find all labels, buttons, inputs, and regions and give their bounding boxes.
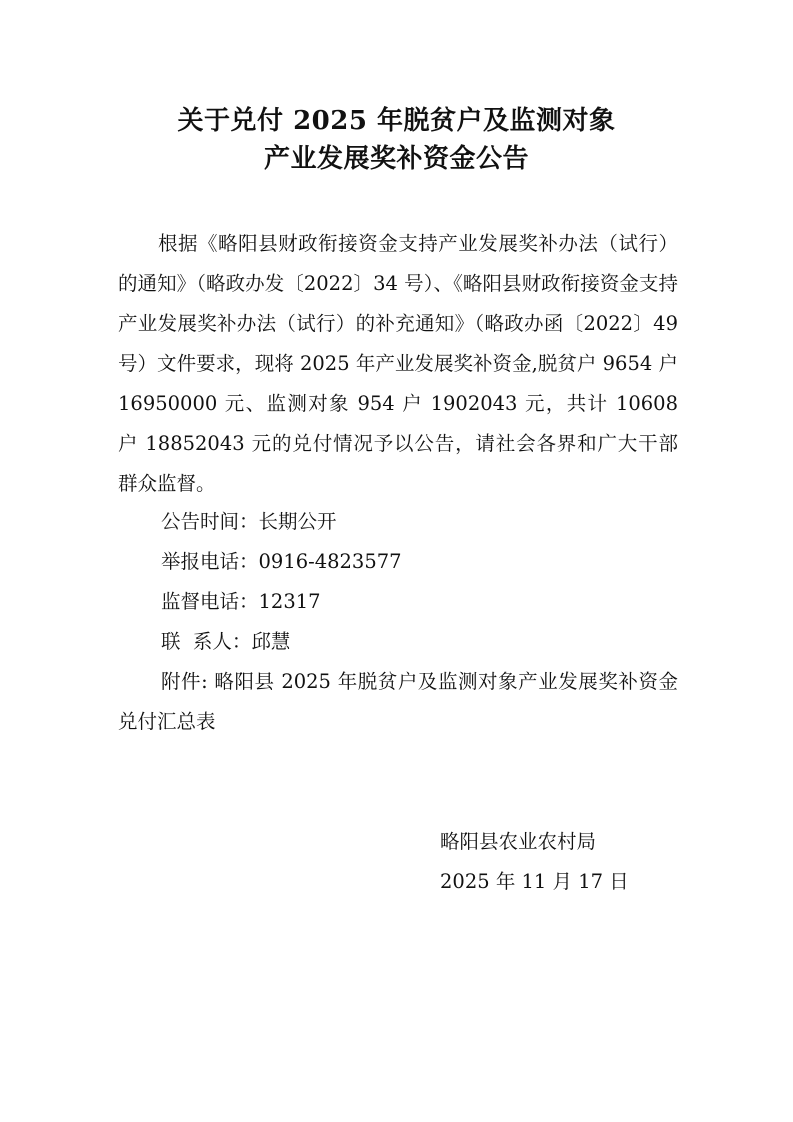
contact-person: 联 系人：邱慧 bbox=[161, 630, 291, 653]
issuing-organization: 略阳县农业农村局 bbox=[440, 830, 597, 853]
issue-date: 2025 年 11 月 17 日 bbox=[440, 870, 629, 893]
attachment-note: 附件: 略阳县 2025 年脱贫户及监测对象产业发展奖补资金兑付汇总表 bbox=[118, 670, 678, 733]
report-phone: 举报电话：0916-4823577 bbox=[161, 550, 402, 573]
main-paragraph: 根据《略阳县财政衔接资金支持产业发展奖补办法（试行）的通知》（略政办发〔2022〕34 号）、《略阳县财政衔接资金支持产业发展奖补办法（试行）的补充通知》（略政办函〔2022〕49 号）文件要求，现将 2025 年产业发展奖补资金,脱贫户 9654 户 16950000 元、监测对象 954 户 1902043 元，共计 10608 户 18852043 元的兑付情况予以公告，请社会各界和广大干部群众监督。 bbox=[118, 232, 678, 495]
supervise-phone: 监督电话：12317 bbox=[161, 590, 321, 613]
title-line-1: 关于兑付 2025 年脱贫户及监测对象 bbox=[177, 106, 616, 136]
notice-time: 公告时间：长期公开 bbox=[161, 510, 337, 533]
title-line-2: 产业发展奖补资金公告 bbox=[263, 144, 529, 174]
